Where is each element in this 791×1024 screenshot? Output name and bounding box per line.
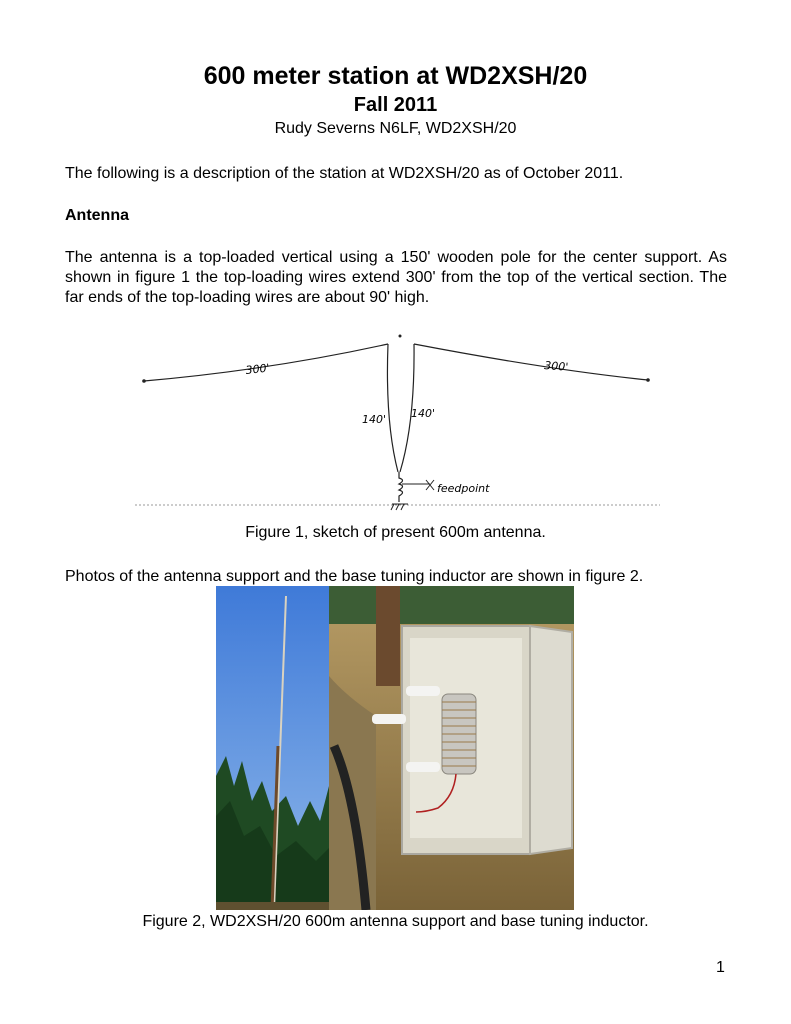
figure1-caption: Figure 1, sketch of present 600m antenna. (245, 524, 546, 541)
intro-paragraph: The following is a description of the station at WD2XSH/20 as of October 2011. (65, 165, 624, 182)
right-wire-end (646, 378, 650, 382)
section-heading: Antenna (65, 207, 129, 224)
page-subtitle: Fall 2011 (353, 94, 438, 116)
author-line: Rudy Severns N6LF, WD2XSH/20 (274, 120, 517, 137)
label-left-top: 300' (244, 361, 271, 377)
antenna-sketch (130, 332, 670, 512)
feed-marker (426, 480, 434, 490)
figure2-caption: Figure 2, WD2XSH/20 600m antenna support and base tuning inductor. (142, 913, 649, 930)
pole-top (399, 335, 402, 338)
photos-intro-paragraph: Photos of the antenna support and the base tuning inductor are shown in figure 2. (65, 568, 644, 585)
label-left-vertical: 140' (362, 413, 387, 426)
right-top-wire (414, 344, 648, 380)
label-right-vertical: 140' (411, 407, 436, 420)
label-right-top: 300' (543, 359, 569, 374)
base-coil (399, 472, 403, 502)
page-title: 600 meter station at WD2XSH/20 (203, 62, 588, 90)
label-feedpoint: feedpoint (437, 482, 490, 495)
page-number: 1 (716, 959, 725, 976)
antenna-paragraph: The antenna is a top-loaded vertical using a 150' wooden pole for the center support. As shown in figure 1 the top-loading wires extend 300' from the top of the vertical section. The far ends of the top-loading wires are about 90' high. (65, 249, 727, 306)
pole-photo (216, 586, 329, 910)
antenna-photos (216, 586, 574, 910)
left-vertical-wire (387, 344, 398, 472)
inductor-photo (329, 586, 574, 910)
left-wire-end (142, 379, 146, 383)
